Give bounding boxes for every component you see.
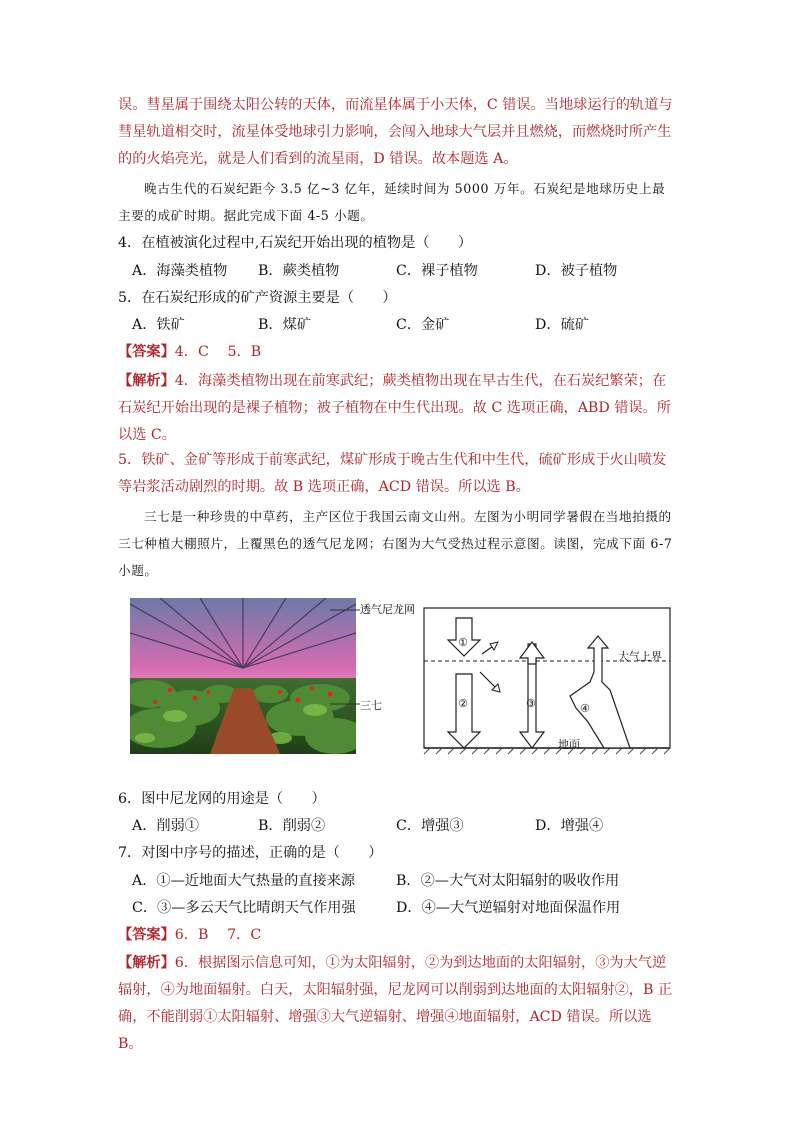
- label-nylon-net: 透气尼龙网: [360, 603, 415, 616]
- analysis-text-4: 4．海藻类植物出现在前寒武纪；蕨类植物出现在早古生代，在石炭纪繁荣；在石炭纪开始出现的是裸子植物；被子植物在中生代出现。故 C 选项正确，ABD 错误。所以选 C。: [118, 373, 671, 443]
- q4-option-d: D．被子植物: [535, 263, 618, 279]
- label-ground: 地面: [558, 738, 580, 751]
- intro-6-7: 三七是一种珍贵的中草药，主产区位于我国云南文山州。左图为小明同学暑假在当地拍摄的三七种植大棚照片，上覆黑色的透气尼龙网；右图为大气受热过程示意图。读图，完成下面 6-7 小题。: [118, 509, 673, 578]
- greenhouse-photo: [130, 598, 356, 754]
- q6-option-b: B．削弱②: [258, 818, 326, 834]
- answer-tag-2: 【答案】: [118, 927, 175, 943]
- q4-option-c: C．裸子植物: [396, 263, 478, 279]
- analysis-4: [118, 368, 678, 449]
- answer-text-2: 6．B 7．C: [174, 927, 262, 943]
- answer-tag: 【答案】: [118, 344, 175, 360]
- q7-option-b: B．②—大气对太阳辐射的吸收作用: [396, 873, 620, 889]
- arrow-label-1: ①: [458, 636, 468, 649]
- q5-option-a: A．铁矿: [132, 317, 185, 333]
- q4-stem: 4．在植被演化过程中,石炭纪开始出现的植物是（ ）: [118, 235, 473, 251]
- arrow-label-3: ③: [526, 697, 536, 710]
- q5-option-c: C．金矿: [396, 317, 450, 333]
- q6-option-a: A．削弱①: [132, 818, 199, 834]
- q6-option-d: D．增强④: [535, 818, 604, 834]
- analysis-tag-2: 【解析】: [118, 955, 175, 971]
- q4-option-b: B．蕨类植物: [258, 263, 340, 279]
- analysis-tag: 【解析】: [118, 373, 175, 389]
- q7-stem: 7．对图中序号的描述，正确的是（ ）: [118, 845, 383, 861]
- q6-stem: 6．图中尼龙网的用途是（ ）: [118, 791, 326, 807]
- analysis-6: [118, 950, 678, 1058]
- q7-option-a: A．①—近地面大气热量的直接来源: [132, 873, 356, 889]
- prev-explanation: 误。彗星属于围绕太阳公转的天体，而流星体属于小天体，C 错误。当地球运行的轨道与彗星轨道相交时，流星体受地球引力影响，会闯入地球大气层并且燃烧，而燃烧时所产生的的火焰亮光，就是人们看到的流星雨，D 错误。故本题选 A。: [118, 97, 673, 167]
- intro-4-5: 晚古生代的石炭纪距今 3.5 亿~3 亿年，延续时间为 5000 万年。石炭纪是地球历史上最主要的成矿时期。据此完成下面 4-5 小题。: [118, 181, 666, 223]
- q5-option-b: B．煤矿: [258, 317, 311, 333]
- answer-6-7: [118, 924, 688, 944]
- arrow-label-4: ④: [580, 702, 590, 715]
- q7-option-c: C．③—多云天气比晴朗天气作用强: [132, 900, 356, 916]
- q5-option-d: D．硫矿: [535, 317, 589, 333]
- q4-option-a: A．海藻类植物: [132, 263, 228, 279]
- q5-stem: 5．在石炭纪形成的矿产资源主要是（ ）: [118, 290, 397, 306]
- label-sanqi: 三七: [360, 699, 382, 712]
- q7-option-d: D．④—大气逆辐射对地面保温作用: [396, 900, 621, 916]
- analysis-text-6: 6．根据图示信息可知，①为太阳辐射，②为到达地面的太阳辐射，③为大气逆辐射，④为地面辐射。白天，太阳辐射强，尼龙网可以削弱到达地面的太阳辐射②，B 正确，不能削弱①太阳辐射、增强③大气逆辐射、增强④地面辐射，ACD 错误。所以选 B。: [118, 955, 673, 1052]
- label-atmosphere-top: 大气上界: [618, 650, 662, 663]
- answer-4-5: [118, 341, 688, 361]
- q6-option-c: C．增强③: [396, 818, 464, 834]
- arrow-label-2: ②: [458, 697, 468, 710]
- answer-text: 4．C 5．B: [174, 344, 262, 360]
- analysis-5: 5．铁矿、金矿等形成于前寒武纪，煤矿形成于晚古生代和中生代，硫矿形成于火山喷发等岩浆活动剧烈的时期。故 B 选项正确，ACD 错误。所以选 B。: [118, 452, 667, 495]
- atmosphere-heating-diagram: [420, 604, 674, 756]
